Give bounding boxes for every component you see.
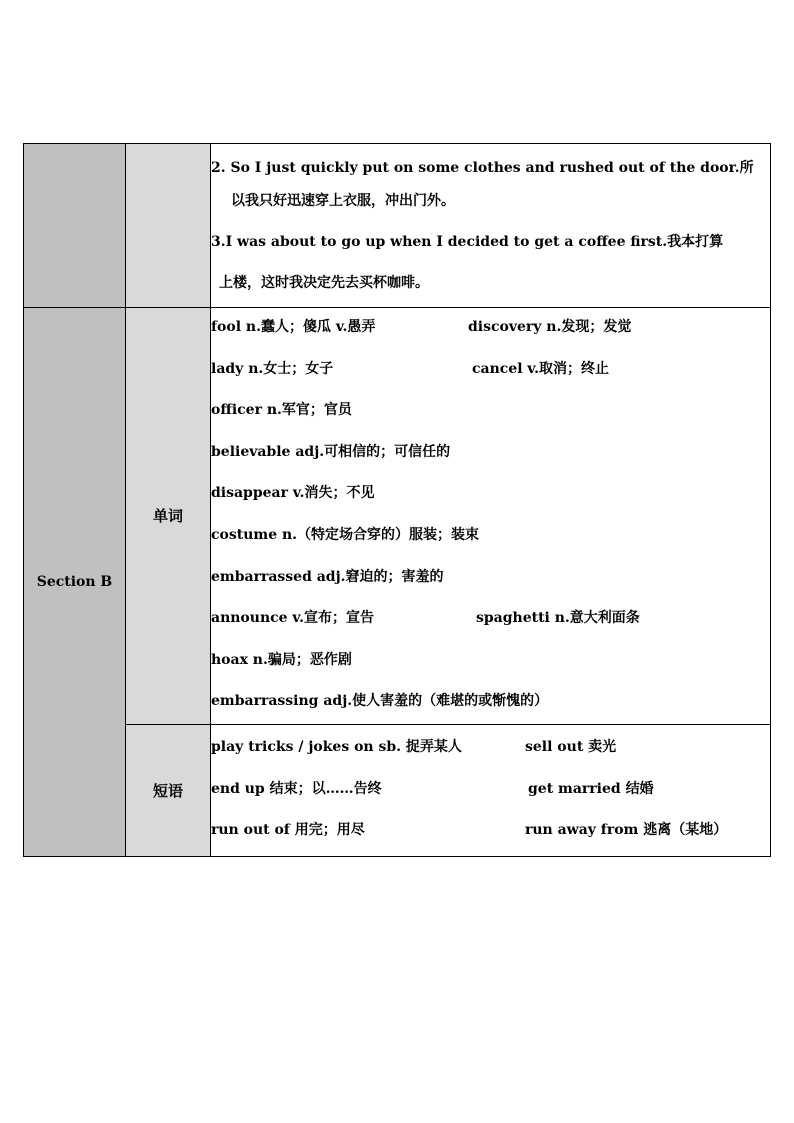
- vocab-item: fool n.蠢人；傻瓜 v.愚弄: [211, 319, 376, 335]
- vocab-row: [211, 599, 770, 641]
- phrase-item: run away from 逃离（某地）: [525, 822, 728, 839]
- vocab-item: embarrassing adj.使人害羞的（难堪的或惭愧的）: [211, 693, 549, 710]
- phrase-row: [211, 811, 770, 853]
- vocab-category-label: 单词: [126, 308, 211, 725]
- sentences-cell: [211, 144, 771, 308]
- phrase-item: play tricks / jokes on sb. 捉弄某人: [211, 739, 462, 756]
- category-cell-top: [126, 144, 211, 308]
- vocab-row: [211, 308, 770, 350]
- vocab-item: hoax n.骗局；恶作剧: [211, 651, 352, 668]
- phrase-row: [211, 770, 770, 812]
- phrase-item: sell out 卖光: [525, 739, 617, 756]
- vocabulary-table: [23, 143, 771, 857]
- vocab-item: embarrassed adj.窘迫的；害羞的: [211, 568, 444, 585]
- phrase-item: end up 结束；以……告终: [211, 780, 382, 797]
- section-cell-top: [24, 144, 126, 308]
- vocab-item: costume n.（特定场合穿的）服装；装束: [211, 526, 480, 543]
- vocab-item: officer n.军官；官员: [211, 402, 352, 419]
- vocab-item: believable adj.可相信的；可信任的: [211, 443, 451, 460]
- phrases-category-label: 短语: [126, 724, 211, 856]
- vocab-item: lady n.女士；女子: [211, 360, 334, 377]
- section-b-label: Section B: [24, 308, 126, 857]
- sentence-2-line-1: 2. So I just quickly put on some clothes and rushed out of the door.所: [211, 160, 754, 176]
- vocab-cell: [211, 308, 771, 725]
- phrase-item: run out of 用完；用尽: [211, 822, 365, 839]
- vocab-row: [211, 350, 770, 392]
- sentence-3-line-1: 3.I was about to go up when I decided to get a coffee first.我本打算: [211, 234, 724, 250]
- phrases-cell: [211, 724, 771, 856]
- vocab-item: cancel v.取消；终止: [472, 360, 609, 377]
- sentence-3-line-2: 上楼，这时我决定先去买杯咖啡。: [219, 275, 429, 291]
- vocab-item: discovery n.发现；发觉: [468, 319, 632, 335]
- vocab-item: disappear v.消失；不见: [211, 485, 375, 502]
- phrase-row: [211, 728, 770, 770]
- vocab-item: announce v.宣布；宣告: [211, 610, 375, 627]
- vocab-item: spaghetti n.意大利面条: [476, 610, 640, 627]
- phrase-item: get married 结婚: [528, 780, 654, 797]
- sentence-2-line-2: 以我只好迅速穿上衣服，冲出门外。: [231, 193, 455, 209]
